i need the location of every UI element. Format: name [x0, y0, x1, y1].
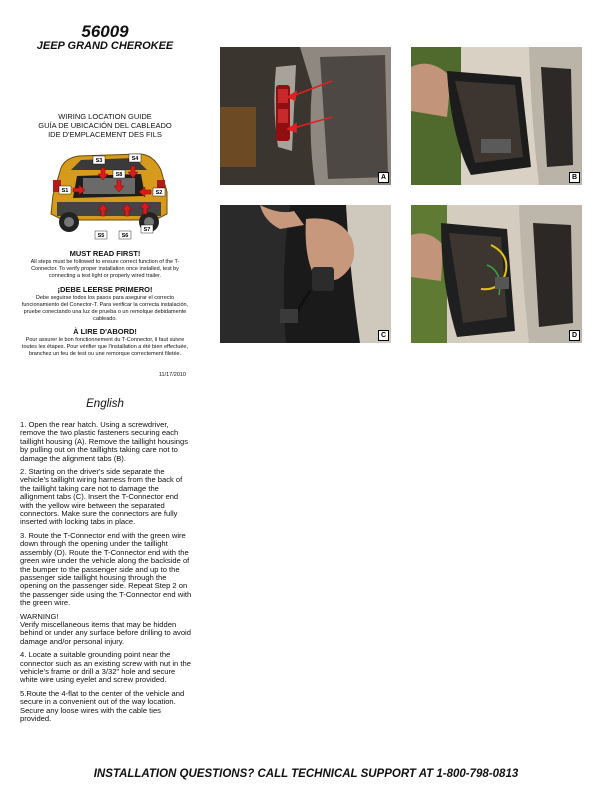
- support-footer: INSTALLATION QUESTIONS? CALL TECHNICAL SUPPORT AT 1-800-798-0813: [93, 768, 519, 780]
- step-3: 3. Route the T-Connector end with the green wire down through the opening under the taillight assembly (D). Route the T-Connector end with the green wire under the vehicle along the backside of the bumper to the passenger side and up to the passenger side taillight housing through the opening on the passenger side. Repeat Step 2 on the passenger side using the T-Connector end with the green wire.: [20, 530, 192, 608]
- label-s2: S2: [155, 190, 163, 196]
- photo-d-image: [411, 205, 582, 343]
- guide-title-english: WIRING LOCATION GUIDE: [58, 112, 152, 121]
- notice-french: [20, 327, 190, 358]
- guide-title-french: IDE D'EMPLACEMENT DES FILS: [48, 130, 162, 139]
- label-s8: S8: [115, 172, 123, 178]
- photo-a: [220, 47, 391, 185]
- guide-title-spanish: GUÍA DE UBICACIÓN DEL CABLEADO: [38, 121, 172, 130]
- photo-b-label: B: [569, 172, 580, 183]
- notice-spanish: [20, 285, 190, 323]
- label-s1: S1: [61, 188, 69, 194]
- notice-english-title: MUST READ FIRST!: [69, 249, 141, 258]
- notice-french-body: Pour assurer le bon fonctionnement du T-Connector, il faut suivre toutes les étapes. Pour vérifier que l'installation a été bien effectuée, branchez un feu de test ou une remorque correctement filetée.: [21, 337, 189, 357]
- notice-english-body: All steps must be followed to ensure correct function of the T-Connector. To verify proper installation once installed, test by connecting a test light or properly wired trailer.: [30, 259, 180, 279]
- wiring-guide-title: [20, 112, 190, 139]
- notice-french-title: À LIRE D'ABORD!: [73, 327, 137, 336]
- notice-spanish-body: Debe seguirse todos los pasos para asegurar el correcto funcionamiento del Conector-T. Para verificar la correcta instalación, pruebe conectando una luz de prueba o un remolque debidamente cableado.: [21, 295, 189, 322]
- vehicle-wiring-diagram: [43, 140, 173, 240]
- step-2: 2. Starting on the driver's side separate the vehicle's taillight wiring harness from the back of the taillight taking care not to damage the allignment tabs (C). Insert the T-Connector end with the yellow wire between the separated connectors. Make sure the connectors are fully inserted with locking tabs in place.: [20, 467, 183, 527]
- photo-b: [411, 47, 582, 185]
- notice-english: [20, 249, 190, 280]
- label-s3: S3: [95, 158, 103, 164]
- photo-d: [411, 205, 582, 343]
- part-number: 56009: [81, 22, 129, 41]
- photo-c: [220, 205, 391, 343]
- step-1: 1. Open the rear hatch. Using a screwdriver, remove the two plastic fasteners securing each taillight housing (A). Remove the taillight housings by pulling out on the taillights taking care not to damage the alignment tabs (B).: [20, 420, 188, 463]
- step-4: 4. Locate a suitable grounding point near the connector such as an existing screw with nut in the vehicle's frame or drill a 3/32" hole and secure white wire using eyelet and screw provided.: [20, 650, 191, 685]
- vehicle-name: JEEP GRAND CHEROKEE: [36, 40, 174, 52]
- label-s5: S5: [97, 233, 105, 239]
- notice-spanish-title: ¡DEBE LEERSE PRIMERO!: [57, 285, 153, 294]
- photo-d-label: D: [569, 330, 580, 341]
- photo-b-image: [411, 47, 582, 185]
- photo-a-image: [220, 47, 391, 185]
- photo-c-image: [220, 205, 391, 343]
- label-s6: S6: [121, 233, 129, 239]
- photo-c-label: C: [378, 330, 389, 341]
- photo-a-label: A: [378, 172, 389, 183]
- language-heading: English: [86, 398, 124, 410]
- label-s7: S7: [143, 227, 151, 233]
- label-s4: S4: [131, 156, 139, 162]
- step-5: 5.Route the 4-flat to the center of the vehicle and secure in a convenient out of the way location. Secure any loose wires with the cable ties provided.: [20, 688, 185, 723]
- instruction-steps: [20, 421, 192, 728]
- revision-date: 11/17/2010: [158, 372, 186, 378]
- warning: WARNING! Verify miscellaneous items that may be hidden behind or under any surface before drilling to avoid damage and/or personal injury.: [20, 611, 191, 646]
